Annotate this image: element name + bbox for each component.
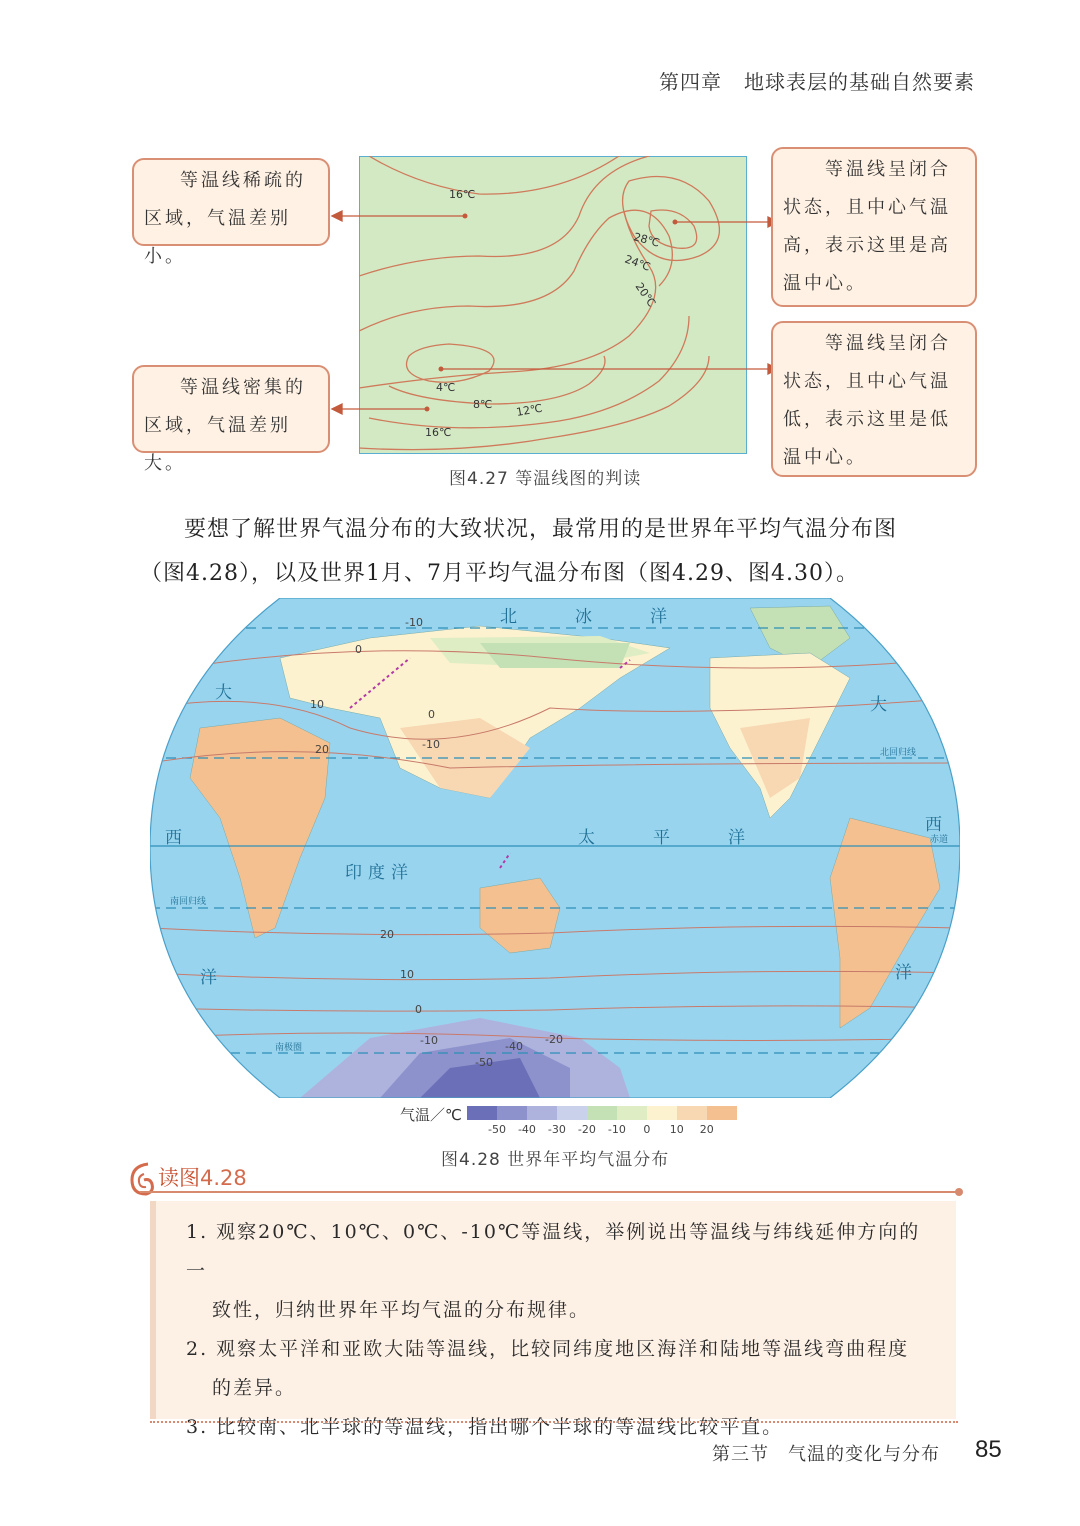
- isotherm-value: 20: [315, 743, 329, 756]
- reading-divider: [140, 1191, 960, 1193]
- legend-tick: -50: [487, 1123, 506, 1136]
- callout-line: 高，表示这里是高: [783, 235, 951, 256]
- parallel-label: 赤道: [930, 835, 949, 845]
- temperature-legend: [467, 1106, 737, 1120]
- callout-line: 等温线稀疏的: [180, 170, 306, 191]
- ocean-label: 洋: [200, 968, 217, 988]
- legend-swatch: [647, 1106, 677, 1120]
- isotherm-value: -20: [545, 1033, 563, 1046]
- figure-caption: 图4.27 等温线图的判读: [449, 469, 642, 489]
- legend-title: 气温／℃: [400, 1106, 462, 1124]
- legend-swatch: [707, 1106, 737, 1120]
- callout-line: 温中心。: [783, 273, 867, 294]
- chapter-title: 地球表层的基础自然要素: [744, 70, 975, 94]
- ocean-label: 北: [500, 607, 517, 627]
- ocean-label: 平: [653, 828, 670, 848]
- callout-high-center: [771, 147, 977, 307]
- reading-label: [158, 1162, 247, 1192]
- legend-swatch: [497, 1106, 527, 1120]
- ocean-label: 西: [925, 815, 942, 835]
- callout-line: 等温线呈闭合: [825, 159, 951, 180]
- isotherm-value: -10: [420, 1034, 438, 1047]
- legend-tick: -10: [607, 1123, 626, 1136]
- legend-swatch: [617, 1106, 647, 1120]
- callout-line: 温中心。: [783, 447, 867, 468]
- legend-tick: -20: [577, 1123, 596, 1136]
- isotherm-value: 20: [380, 928, 394, 941]
- legend-swatch: [587, 1106, 617, 1120]
- isotherm-value: 0: [355, 643, 362, 656]
- isotherm-label: 28℃: [632, 230, 662, 250]
- question-line: 的差异。: [212, 1377, 297, 1399]
- reading-bottom-rule: [150, 1421, 958, 1423]
- legend-swatch: [467, 1106, 497, 1120]
- legend-swatch: [557, 1106, 587, 1120]
- ocean-label: 印度洋: [345, 863, 414, 883]
- question-line: 2. 观察太平洋和亚欧大陆等温线，比较同纬度地区海洋和陆地等温线弯曲程度: [186, 1338, 910, 1360]
- callout-low-center: [771, 321, 977, 477]
- parallel-label: 南极圈: [275, 1043, 303, 1053]
- reading-label-text: 读图: [158, 1166, 200, 1190]
- legend-tick: -30: [547, 1123, 566, 1136]
- reading-questions: [150, 1201, 956, 1438]
- parallel-label: 北回归线: [880, 748, 917, 758]
- isotherm-label: 16℃: [449, 188, 476, 201]
- isotherm-label: 24℃: [622, 252, 653, 274]
- isotherm-value: 0: [415, 1003, 422, 1016]
- legend-swatch: [677, 1106, 707, 1120]
- figure-caption: 图4.28 世界年平均气温分布: [441, 1150, 670, 1170]
- legend-tick: -40: [517, 1123, 536, 1136]
- callout-line: 低，表示这里是低: [783, 409, 951, 430]
- legend-ticks: [467, 1123, 737, 1139]
- chapter-number: 第四章: [659, 70, 722, 94]
- callout-line: 状态，且中心气温: [783, 197, 951, 218]
- chapter-header: [659, 66, 975, 95]
- question-line: 3. 比较南、北半球的等温线，指出哪个半球的等温线比较平直。: [186, 1416, 784, 1438]
- ocean-label: 西: [165, 828, 182, 848]
- footer-section: 第三节 气温的变化与分布: [712, 1444, 940, 1465]
- parallel-label: 南回归线: [170, 897, 207, 907]
- isotherm-value: 0: [428, 708, 435, 721]
- isotherm-value: -50: [475, 1056, 493, 1069]
- callout-line: 区域，气温差别大。: [144, 415, 291, 474]
- question-line: 致性，归纳世界年平均气温的分布规律。: [212, 1299, 591, 1321]
- ocean-label: 洋: [895, 963, 912, 983]
- isotherm-value: 10: [310, 698, 324, 711]
- callout-line: 等温线呈闭合: [825, 333, 951, 354]
- legend-tick: 10: [669, 1123, 684, 1136]
- reading-divider-dot: [955, 1188, 963, 1196]
- isotherm-label: 8℃: [473, 398, 493, 411]
- isotherm-label: 20℃: [632, 280, 659, 310]
- isotherm-label: 4℃: [436, 381, 456, 394]
- body-paragraph-line: （图4.28），以及世界1月、7月平均气温分布图（图4.29、图4.30）。: [140, 561, 859, 586]
- ocean-label: 洋: [728, 828, 745, 848]
- isotherm-label: 12℃: [515, 401, 544, 419]
- ocean-label: 洋: [650, 607, 667, 627]
- isotherm-value: -10: [405, 616, 423, 629]
- question-line: 1. 观察20℃、10℃、0℃、-10℃等温线，举例说出等温线与纬线延伸方向的一: [186, 1221, 921, 1282]
- legend-tick: 20: [699, 1123, 714, 1136]
- callout-sparse-isotherms: [132, 158, 330, 267]
- ocean-label: 大: [870, 695, 887, 715]
- isotherm-value: -10: [422, 738, 440, 751]
- world-temperature-map: [150, 598, 960, 1098]
- isotherm-diagram: [359, 156, 747, 454]
- isotherm-value: 10: [400, 968, 414, 981]
- callout-line: 区域，气温差别小。: [144, 208, 291, 267]
- ocean-label: 冰: [575, 607, 592, 627]
- legend-swatch: [527, 1106, 557, 1120]
- legend-tick: 0: [643, 1123, 651, 1136]
- body-paragraph-line: 要想了解世界气温分布的大致状况，最常用的是世界年平均气温分布图: [184, 517, 898, 542]
- ocean-label: 太: [578, 828, 595, 848]
- reading-label-number: 4.28: [200, 1166, 247, 1190]
- callout-line: 状态，且中心气温: [783, 371, 951, 392]
- isotherm-label: 16℃: [425, 426, 452, 439]
- callout-dense-isotherms: [132, 365, 330, 474]
- callout-line: 等温线密集的: [180, 377, 306, 398]
- isotherm-value: -40: [505, 1040, 523, 1053]
- page-number: 85: [975, 1436, 1002, 1463]
- ocean-label: 大: [215, 683, 232, 703]
